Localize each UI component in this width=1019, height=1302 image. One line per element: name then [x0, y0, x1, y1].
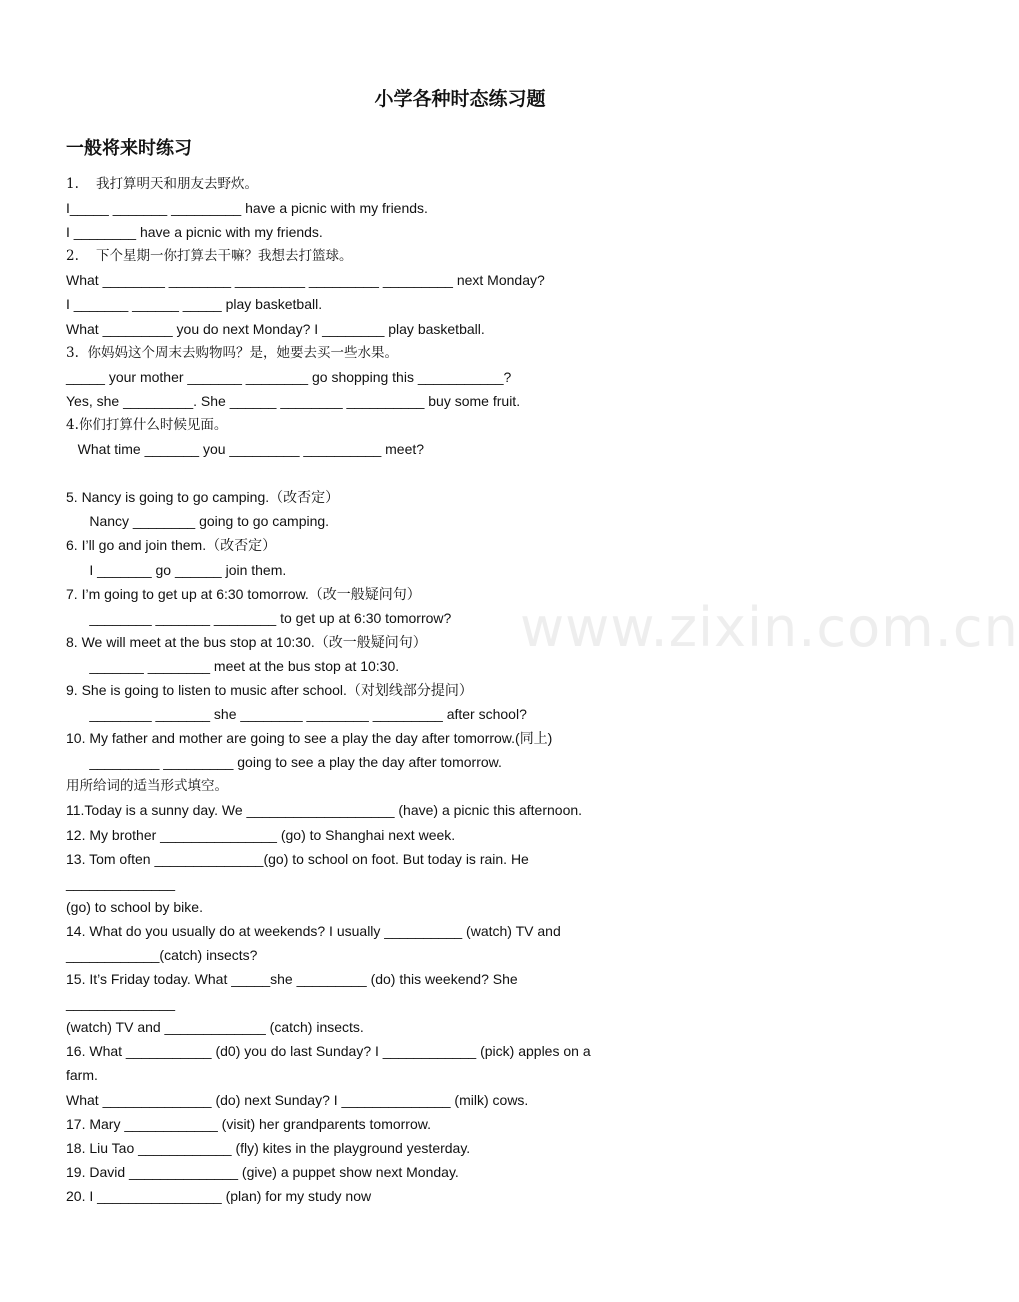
exercise-line: 用所给词的适当形式填空。 [66, 778, 228, 795]
blank-line [66, 461, 626, 485]
watermark: www.zixin.com.cn [520, 596, 1019, 659]
exercise-line: 13. Tom often ______________(go) to school on foot. But today is rain. He [66, 850, 529, 867]
exercise-line: 3. 你妈妈这个周末去购物吗？是，她要去买一些水果。 [66, 344, 398, 361]
exercise-line: What time _______ you _________ __________ meet? [66, 441, 425, 458]
exercise-line: I _______ go ______ join them. [66, 561, 287, 578]
exercise-line: Nancy ________ going to go camping. [66, 513, 330, 530]
exercise-line: ______________ [66, 874, 176, 891]
exercise-line: (go) to school by bike. [66, 898, 203, 915]
section-heading: 一般将来时练习 [66, 138, 192, 159]
exercise-line: ________ _______ ________ to get up at 6:30 tomorrow? [66, 609, 452, 626]
exercise-line: I_____ _______ _________ have a picnic with my friends. [66, 200, 428, 217]
exercise-line: 16. What ___________ (d0) you do last Sunday? I ____________ (pick) apples on a [66, 1043, 591, 1060]
exercise-line: farm. [66, 1067, 98, 1084]
exercise-line: (watch) TV and _____________ (catch) insects. [66, 1019, 364, 1036]
exercise-line: What ________ ________ _________ _________ _________ next Monday? [66, 272, 545, 289]
exercise-line: 6. I’ll go and join them.（改否定） [66, 537, 277, 554]
exercise-line: 8. We will meet at the bus stop at 10:30.（改一般疑问句） [66, 633, 427, 650]
exercise-line: 20. I ________________ (plan) for my study now [66, 1187, 372, 1204]
exercise-line: 14. What do you usually do at weekends? I usually __________ (watch) TV and [66, 922, 561, 939]
exercise-line: _____ your mother _______ ________ go shopping this ___________? [66, 368, 512, 385]
exercise-line: I ________ have a picnic with my friends. [66, 224, 323, 241]
exercise-line: ________ _______ she ________ ________ _________ after school? [66, 706, 527, 723]
exercise-line: 17. Mary ____________ (visit) her grandparents tomorrow. [66, 1115, 431, 1132]
exercise-line: _________ _________ going to see a play the day after tomorrow. [66, 754, 502, 771]
exercise-line: 10. My father and mother are going to see a play the day after tomorrow.(同上) [66, 730, 553, 747]
exercise-line: 7. I’m going to get up at 6:30 tomorrow.（改一般疑问句） [66, 585, 421, 602]
exercise-line: 1. 我打算明天和朋友去野炊。 [66, 176, 259, 192]
exercise-line: 11.Today is a sunny day. We ___________________ (have) a picnic this afternoon. [66, 802, 583, 819]
exercise-line: 9. She is going to listen to music after school.（对划线部分提问） [66, 681, 473, 698]
exercise-line: Yes, she _________. She ______ ________ __________ buy some fruit. [66, 392, 521, 409]
exercise-line: 15. It’s Friday today. What _____she _________ (do) this weekend? She [66, 971, 518, 988]
exercise-line: What _________ you do next Monday? I ________ play basketball. [66, 320, 485, 337]
exercise-line: 18. Liu Tao ____________ (fly) kites in the playground yesterday. [66, 1139, 471, 1156]
exercise-line: I _______ ______ _____ play basketball. [66, 296, 323, 313]
exercise-lines [66, 172, 626, 1208]
exercise-line: 12. My brother _______________ (go) to Shanghai next week. [66, 826, 456, 843]
exercise-line: _______ ________ meet at the bus stop at 10:30. [66, 657, 400, 674]
exercise-line: 5. Nancy is going to go camping.（改否定） [66, 489, 340, 506]
exercise-line: ______________ [66, 995, 176, 1012]
exercise-line: 19. David ______________ (give) a puppet show next Monday. [66, 1163, 459, 1180]
exercise-line: What ______________ (do) next Sunday? I ______________ (milk) cows. [66, 1091, 529, 1108]
page-title: 小学各种时态练习题 [374, 88, 546, 110]
exercise-line: ____________(catch) insects? [66, 947, 258, 963]
exercise-line: 2. 下个星期一你打算去干嘛？我想去打篮球。 [66, 248, 353, 265]
exercise-line: 4.你们打算什么时候见面。 [66, 416, 228, 433]
